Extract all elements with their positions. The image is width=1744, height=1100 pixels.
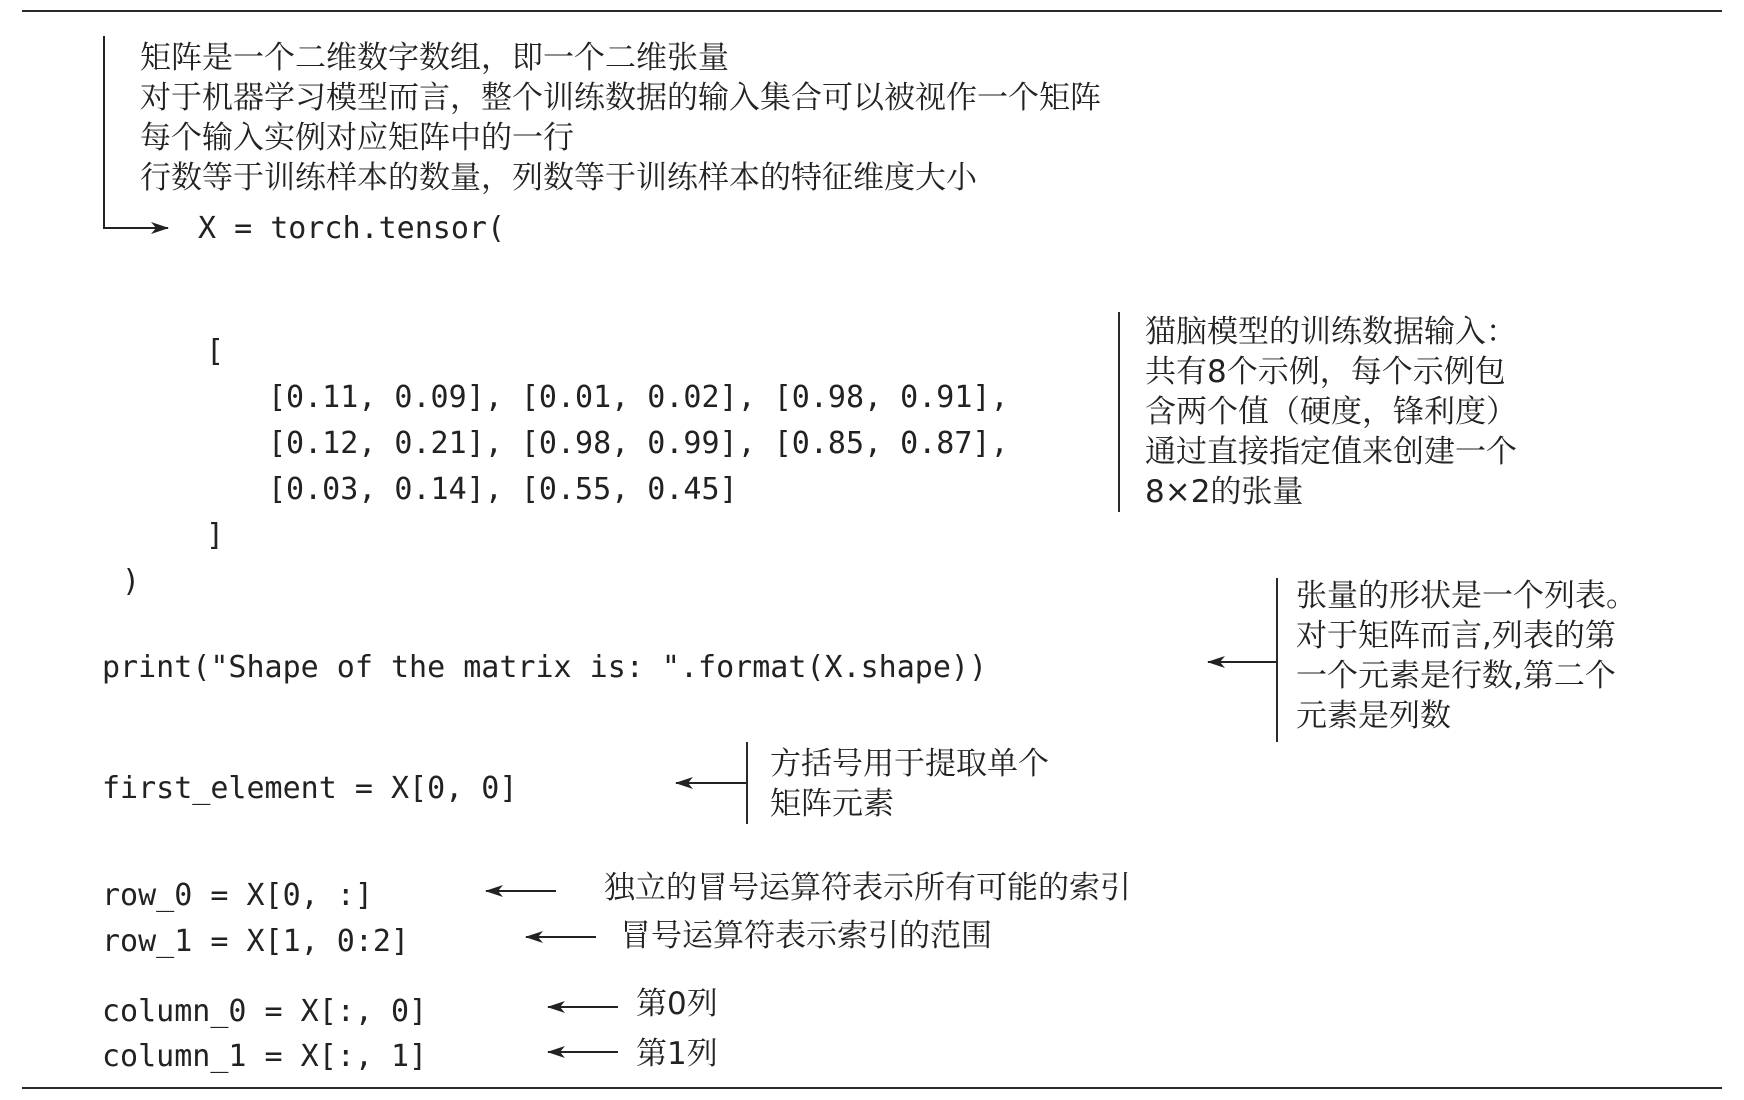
code-first-element: first_element = X[0, 0]: [102, 771, 518, 806]
training-note-line: 8×2的张量: [1145, 474, 1304, 510]
shape-note: [1296, 576, 1637, 736]
code-row-0: row_0 = X[0, :]: [102, 878, 373, 913]
shape-note-line: 对于矩阵而言,列表的第: [1296, 618, 1616, 654]
code-print-line: print("Shape of the matrix is: ".format(X.shape)): [102, 650, 988, 685]
colon-all-note: 独立的冒号运算符表示所有可能的索引: [604, 870, 1131, 906]
column-1-note: 第1列: [636, 1036, 718, 1072]
code-column-0: column_0 = X[:, 0]: [102, 994, 428, 1029]
intro-note-line: 对于机器学习模型而言，整个训练数据的输入集合可以被视作一个矩阵: [140, 80, 1101, 116]
brackets-note-line: 矩阵元素: [770, 786, 894, 822]
intro-note: [140, 38, 1101, 198]
code-row: [0.03, 0.14], [0.55, 0.45]: [268, 472, 738, 507]
shape-note-bar: [1276, 578, 1278, 742]
training-note-line: 猫脑模型的训练数据输入：: [1145, 314, 1517, 350]
training-data-note: [1145, 312, 1517, 512]
shape-note-line: 一个元素是行数,第二个: [1296, 658, 1616, 694]
training-note-line: 共有8个示例，每个示例包: [1145, 354, 1506, 390]
training-note-bar: [1118, 312, 1120, 512]
code-row: [0.12, 0.21], [0.98, 0.99], [0.85, 0.87],: [268, 426, 1009, 461]
training-note-line: 含两个值（硬度，锋利度）: [1145, 394, 1517, 430]
code-list-open: [: [206, 334, 225, 369]
shape-note-line: 元素是列数: [1296, 698, 1451, 734]
intro-note-line: 行数等于训练样本的数量，列数等于训练样本的特征维度大小: [140, 160, 977, 196]
code-tensor-open: X = torch.tensor(: [198, 211, 506, 246]
brackets-note-line: 方括号用于提取单个: [770, 746, 1049, 782]
colon-range-note: 冒号运算符表示索引的范围: [620, 918, 992, 954]
column-0-note: 第0列: [636, 986, 718, 1022]
training-note-line: 通过直接指定值来创建一个: [1145, 434, 1517, 470]
brackets-note: [770, 744, 1049, 824]
code-row-1: row_1 = X[1, 0:2]: [102, 924, 410, 959]
code-list-close: ]: [206, 518, 225, 553]
intro-note-line: 每个输入实例对应矩阵中的一行: [140, 120, 574, 156]
code-tensor-close: ): [122, 564, 141, 599]
code-column-1: column_1 = X[:, 1]: [102, 1039, 428, 1074]
intro-note-line: 矩阵是一个二维数字数组，即一个二维张量: [140, 40, 729, 76]
code-row: [0.11, 0.09], [0.01, 0.02], [0.98, 0.91],: [268, 380, 1009, 415]
shape-note-line: 张量的形状是一个列表。: [1296, 578, 1637, 614]
brackets-note-bar: [746, 742, 748, 824]
